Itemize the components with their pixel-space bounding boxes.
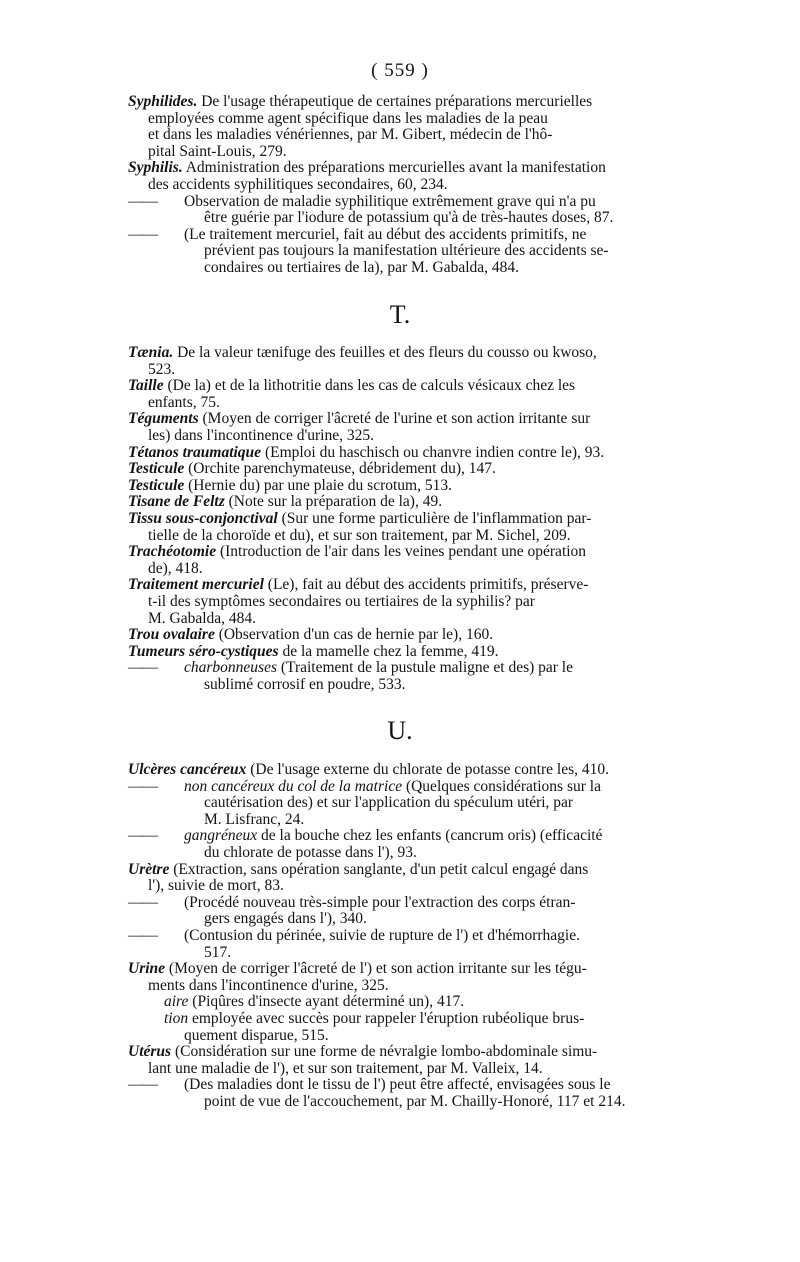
entry-headword: Traitement mercuriel bbox=[128, 576, 264, 594]
entry-text: (De la) et de la lithotritie dans les cas de calculs vésicaux chez les bbox=[167, 377, 576, 395]
index-entry bbox=[128, 345, 676, 378]
entry-headword: Syphilis. bbox=[128, 159, 183, 177]
entry-text: (Introduction de l'air dans les veines pendant une opération bbox=[219, 543, 587, 561]
entry-text: De l'usage thérapeutique de certaines préparations mercurielles bbox=[201, 93, 593, 110]
entry-text: prévient pas toujours la manifestation ultérieure des accidents se- bbox=[204, 242, 609, 260]
entry-text: de la bouche chez les enfants (cancrum oris) (efficacité bbox=[261, 827, 603, 845]
index-entry bbox=[128, 660, 676, 693]
entry-text: et dans les maladies vénériennes, par M. Gibert, médecin de l'hô- bbox=[148, 126, 553, 144]
entry-text: (Le), fait au début des accidents primitifs, préserve- bbox=[267, 576, 589, 594]
index-entry bbox=[128, 194, 676, 227]
entry-text: pital Saint-Louis, 279. bbox=[148, 142, 287, 160]
index-entry bbox=[128, 1044, 676, 1077]
entry-text: (Observation d'un cas de hernie par le), 160. bbox=[218, 626, 494, 644]
entry-headword: Tisane de Feltz bbox=[128, 493, 225, 511]
index-entry bbox=[128, 478, 676, 495]
entry-text: (Contusion du périnée, suivie de rupture de l') et d'hémorrhagie. bbox=[184, 927, 580, 944]
page-number: ( 559 ) bbox=[371, 60, 429, 81]
entry-text: (Extraction, sans opération sanglante, d'un petit calcul engagé dans bbox=[173, 860, 589, 878]
entry-text: (Hernie du) par une plaie du scrotum, 513. bbox=[188, 476, 452, 494]
entry-headword: tion bbox=[164, 1010, 189, 1027]
entry-text: tielle de la choroïde et du), et sur son traitement, par M. Sichel, 209. bbox=[148, 526, 571, 544]
entry-headword: non cancéreux du col de la matrice bbox=[184, 777, 403, 795]
entry-headword: Ulcères cancéreux bbox=[128, 761, 247, 778]
entry-text: 523. bbox=[148, 360, 176, 378]
entry-text: cautérisation des) et sur l'application du spéculum utéri, par bbox=[204, 794, 574, 812]
entry-text: les) dans l'incontinence d'urine, 325. bbox=[148, 426, 374, 444]
entry-text: Administration des préparations mercurielles avant la manifestation bbox=[185, 159, 606, 177]
entry-text: quement disparue, 515. bbox=[184, 1026, 329, 1044]
entry-text: point de vue de l'accouchement, par M. Chailly-Honoré, 117 et 214. bbox=[204, 1092, 626, 1110]
entry-headword: Trachéotomie bbox=[128, 543, 217, 561]
index-entry bbox=[128, 627, 676, 644]
entry-text: enfants, 75. bbox=[148, 393, 220, 411]
entry-text: (De l'usage externe du chlorate de potasse contre les, 410. bbox=[250, 761, 609, 778]
entry-text: sublimé corrosif en poudre, 533. bbox=[204, 675, 406, 693]
entry-headword: Tétanos traumatique bbox=[128, 443, 262, 461]
entry-text: (Piqûres d'insecte ayant déterminé un), 417. bbox=[192, 993, 465, 1011]
ditto-dash: —— bbox=[128, 1076, 157, 1094]
entry-text: (Le traitement mercuriel, fait au début des accidents primitifs, ne bbox=[184, 225, 587, 243]
entry-text: l'), suivie de mort, 83. bbox=[148, 877, 284, 895]
ditto-dash: —— bbox=[128, 659, 157, 677]
entry-text: (Note sur la préparation de la), 49. bbox=[228, 493, 443, 511]
entry-text: employées comme agent spécifique dans les maladies de la peau bbox=[148, 109, 548, 127]
index-entry bbox=[128, 378, 676, 411]
entry-text: des accidents syphilitiques secondaires, 60, 234. bbox=[148, 175, 448, 193]
entry-headword: Syphilides. bbox=[128, 93, 198, 110]
index-entry bbox=[128, 961, 676, 994]
entry-headword: charbonneuses bbox=[184, 659, 277, 677]
index-entry bbox=[164, 994, 676, 1011]
entry-headword: Tumeurs séro-cystiques bbox=[128, 642, 279, 660]
index-entry bbox=[128, 895, 676, 928]
entry-text: (Moyen de corriger l'âcreté de l'urine et son action irritante sur bbox=[202, 410, 591, 428]
entry-text: du chlorate de potasse dans l'), 93. bbox=[204, 843, 417, 861]
ditto-dash: —— bbox=[128, 927, 157, 944]
entry-text: (Quelques considérations sur la bbox=[405, 777, 601, 795]
entry-text: condaires ou tertiaires de la), par M. Gabalda, 484. bbox=[204, 258, 520, 276]
entry-text: M. Lisfranc, 24. bbox=[204, 810, 305, 828]
index-entry bbox=[128, 644, 676, 661]
ditto-dash: —— bbox=[128, 893, 157, 911]
index-entry bbox=[128, 544, 676, 577]
index-entry bbox=[128, 1077, 676, 1110]
section-heading-t: T. bbox=[389, 300, 411, 329]
ditto-dash: —— bbox=[128, 192, 157, 210]
index-entry bbox=[128, 494, 676, 511]
entry-text: (Orchite parenchymateuse, débridement du), 147. bbox=[188, 460, 496, 478]
entry-headword: Tænia. bbox=[128, 344, 174, 361]
entry-text: De la valeur tænifuge des feuilles et des fleurs du cousso ou kwoso, bbox=[177, 344, 597, 361]
entry-text: (Sur une forme particulière de l'inflammation par- bbox=[281, 510, 592, 527]
entry-headword: Téguments bbox=[128, 410, 199, 428]
entry-text: de la mamelle chez la femme, 419. bbox=[282, 642, 499, 660]
ditto-dash: —— bbox=[128, 777, 157, 795]
index-entry bbox=[128, 762, 676, 779]
entry-headword: Trou ovalaire bbox=[128, 626, 215, 644]
entry-text: (Procédé nouveau très-simple pour l'extraction des corps étran- bbox=[184, 893, 576, 911]
entry-text: M. Gabalda, 484. bbox=[148, 609, 257, 627]
entry-text: t-il des symptômes secondaires ou tertiaires de la syphilis? par bbox=[148, 592, 535, 610]
entry-text: de), 418. bbox=[148, 559, 203, 577]
entry-text: être guérie par l'iodure de potassium qu'à de très-hautes doses, 87. bbox=[204, 209, 614, 227]
entry-text: ments dans l'incontinence d'urine, 325. bbox=[148, 976, 389, 994]
entry-text: 517. bbox=[204, 943, 232, 961]
index-entry bbox=[128, 577, 676, 627]
index-entry bbox=[128, 461, 676, 478]
entry-text: (Traitement de la pustule maligne et des) par le bbox=[280, 659, 573, 677]
entry-text: (Emploi du haschisch ou chanvre indien contre le), 93. bbox=[264, 443, 605, 461]
entry-headword: Utérus bbox=[128, 1043, 172, 1061]
entry-headword: Tissu sous-conjonctival bbox=[128, 510, 278, 527]
index-entry bbox=[128, 828, 676, 861]
index-entry bbox=[128, 160, 676, 193]
index-entry bbox=[128, 445, 676, 462]
entry-headword: Testicule bbox=[128, 476, 185, 494]
index-entry bbox=[164, 1011, 676, 1044]
entry-headword: Urètre bbox=[128, 860, 170, 878]
entry-text: (Considération sur une forme de névralgie lombo-abdominale simu- bbox=[174, 1043, 598, 1061]
index-entry bbox=[128, 511, 676, 544]
index-entry bbox=[128, 779, 676, 829]
entry-text: (Moyen de corriger l'âcreté de l') et son action irritante sur les tégu- bbox=[168, 960, 587, 978]
entry-headword: gangréneux bbox=[184, 827, 258, 845]
entry-text: gers engagés dans l'), 340. bbox=[204, 910, 367, 928]
entry-text: lant une maladie de l'), et sur son traitement, par M. Valleix, 14. bbox=[148, 1059, 543, 1077]
index-entry bbox=[128, 928, 676, 961]
entry-headword: Taille bbox=[128, 377, 164, 395]
entry-text: employée avec succès pour rappeler l'éruption rubéolique brus- bbox=[192, 1010, 585, 1027]
ditto-dash: —— bbox=[128, 225, 157, 243]
entry-text: (Des maladies dont le tissu de l') peut être affecté, envisagées sous le bbox=[184, 1076, 611, 1094]
entry-headword: Testicule bbox=[128, 460, 185, 478]
index-entry bbox=[128, 227, 676, 277]
ditto-dash: —— bbox=[128, 827, 157, 845]
index-entry bbox=[128, 94, 676, 160]
section-heading-u: U. bbox=[387, 716, 413, 745]
entry-text: Observation de maladie syphilitique extrêmement grave qui n'a pu bbox=[184, 192, 596, 210]
index-entry bbox=[128, 411, 676, 444]
entry-headword: Urine bbox=[128, 960, 166, 978]
index-entry bbox=[128, 862, 676, 895]
entry-headword: aire bbox=[164, 993, 189, 1011]
